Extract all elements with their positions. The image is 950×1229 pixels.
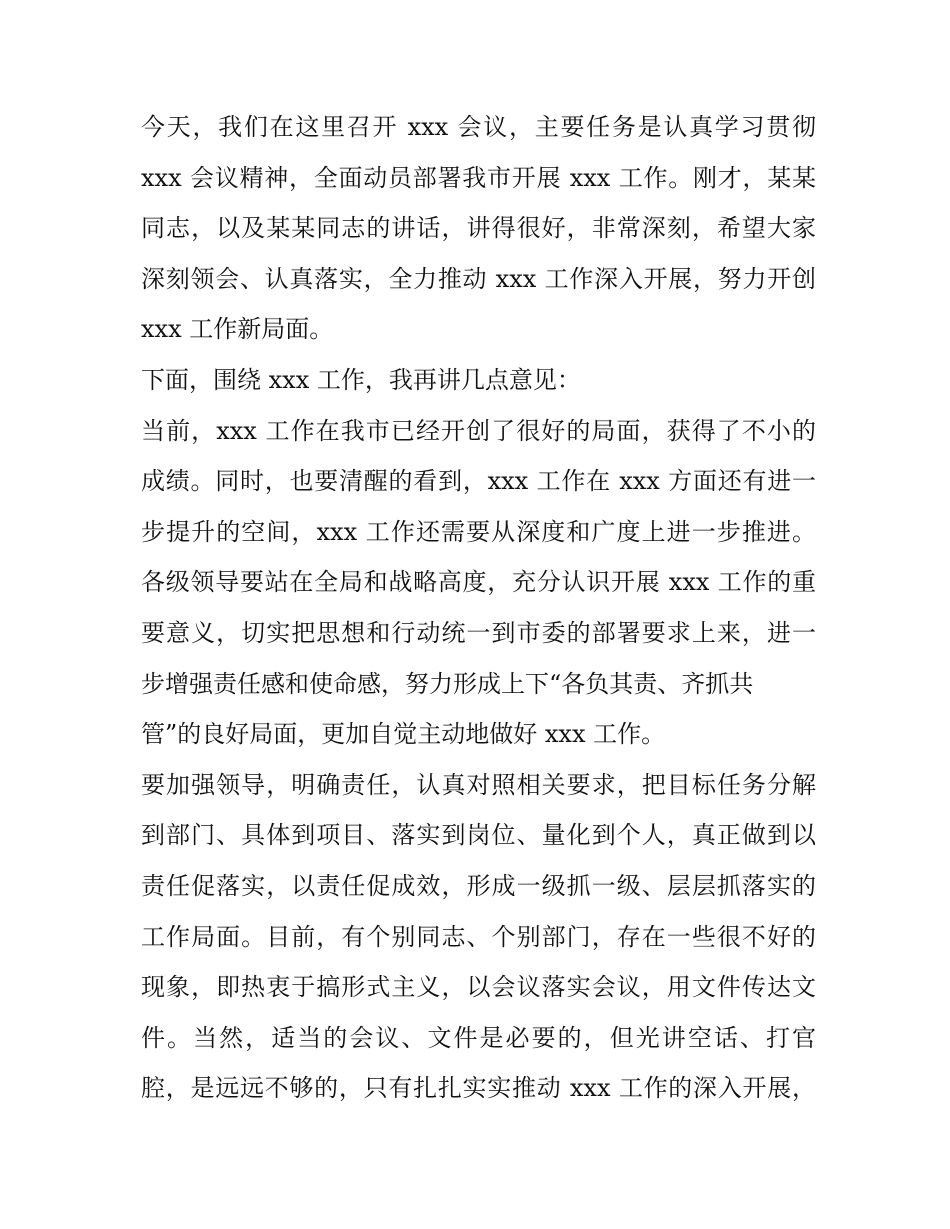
text-line: 各级领导要站在全局和战略高度，充分认识开展 xxx 工作的重	[141, 568, 816, 597]
text-line: 步提升的空间，xxx 工作还需要从深度和广度上进一步推进。	[141, 517, 816, 546]
text-line: 步增强责任感和使命感，努力形成上下“各负其责、齐抓共	[141, 669, 754, 698]
text-line: xxx 会议精神，全面动员部署我市开展 xxx 工作。刚才，某某	[141, 163, 816, 192]
text-line: 腔，是远远不够的，只有扎扎实实推动 xxx 工作的深入开展，	[141, 1074, 816, 1103]
text-line: 管”的良好局面，更加自觉主动地做好 xxx 工作。	[141, 720, 666, 749]
text-line: 现象，即热衷于搞形式主义，以会议落实会议，用文件传达文	[141, 973, 816, 1002]
text-line: 当前，xxx 工作在我市已经开创了很好的局面，获得了不小的	[141, 416, 816, 445]
text-line: 同志，以及某某同志的讲话，讲得很好，非常深刻，希望大家	[141, 214, 816, 243]
text-line: 成绩。同时，也要清醒的看到，xxx 工作在 xxx 方面还有进一	[141, 467, 816, 496]
text-line: 今天，我们在这里召开 xxx 会议，主要任务是认真学习贯彻	[141, 113, 816, 141]
text-line: 工作局面。目前，有个别同志、个别部门，存在一些很不好的	[141, 922, 816, 951]
text-line: 要意义，切实把思想和行动统一到市委的部署要求上来，进一	[141, 618, 816, 647]
text-line: 深刻领会、认真落实，全力推动 xxx 工作深入开展，努力开创	[141, 264, 816, 293]
text-line: 下面，围绕 xxx 工作，我再讲几点意见：	[141, 365, 581, 394]
text-line: 到部门、具体到项目、落实到岗位、量化到个人，真正做到以	[141, 821, 816, 850]
text-line: 件。当然，适当的会议、文件是必要的，但光讲空话、打官	[141, 1023, 816, 1052]
document-body	[141, 102, 816, 1114]
text-line: 责任促落实，以责任促成效，形成一级抓一级、层层抓落实的	[141, 871, 816, 900]
text-line: xxx 工作新局面。	[141, 315, 334, 344]
text-line: 要加强领导，明确责任，认真对照相关要求，把目标任务分解	[141, 770, 816, 799]
